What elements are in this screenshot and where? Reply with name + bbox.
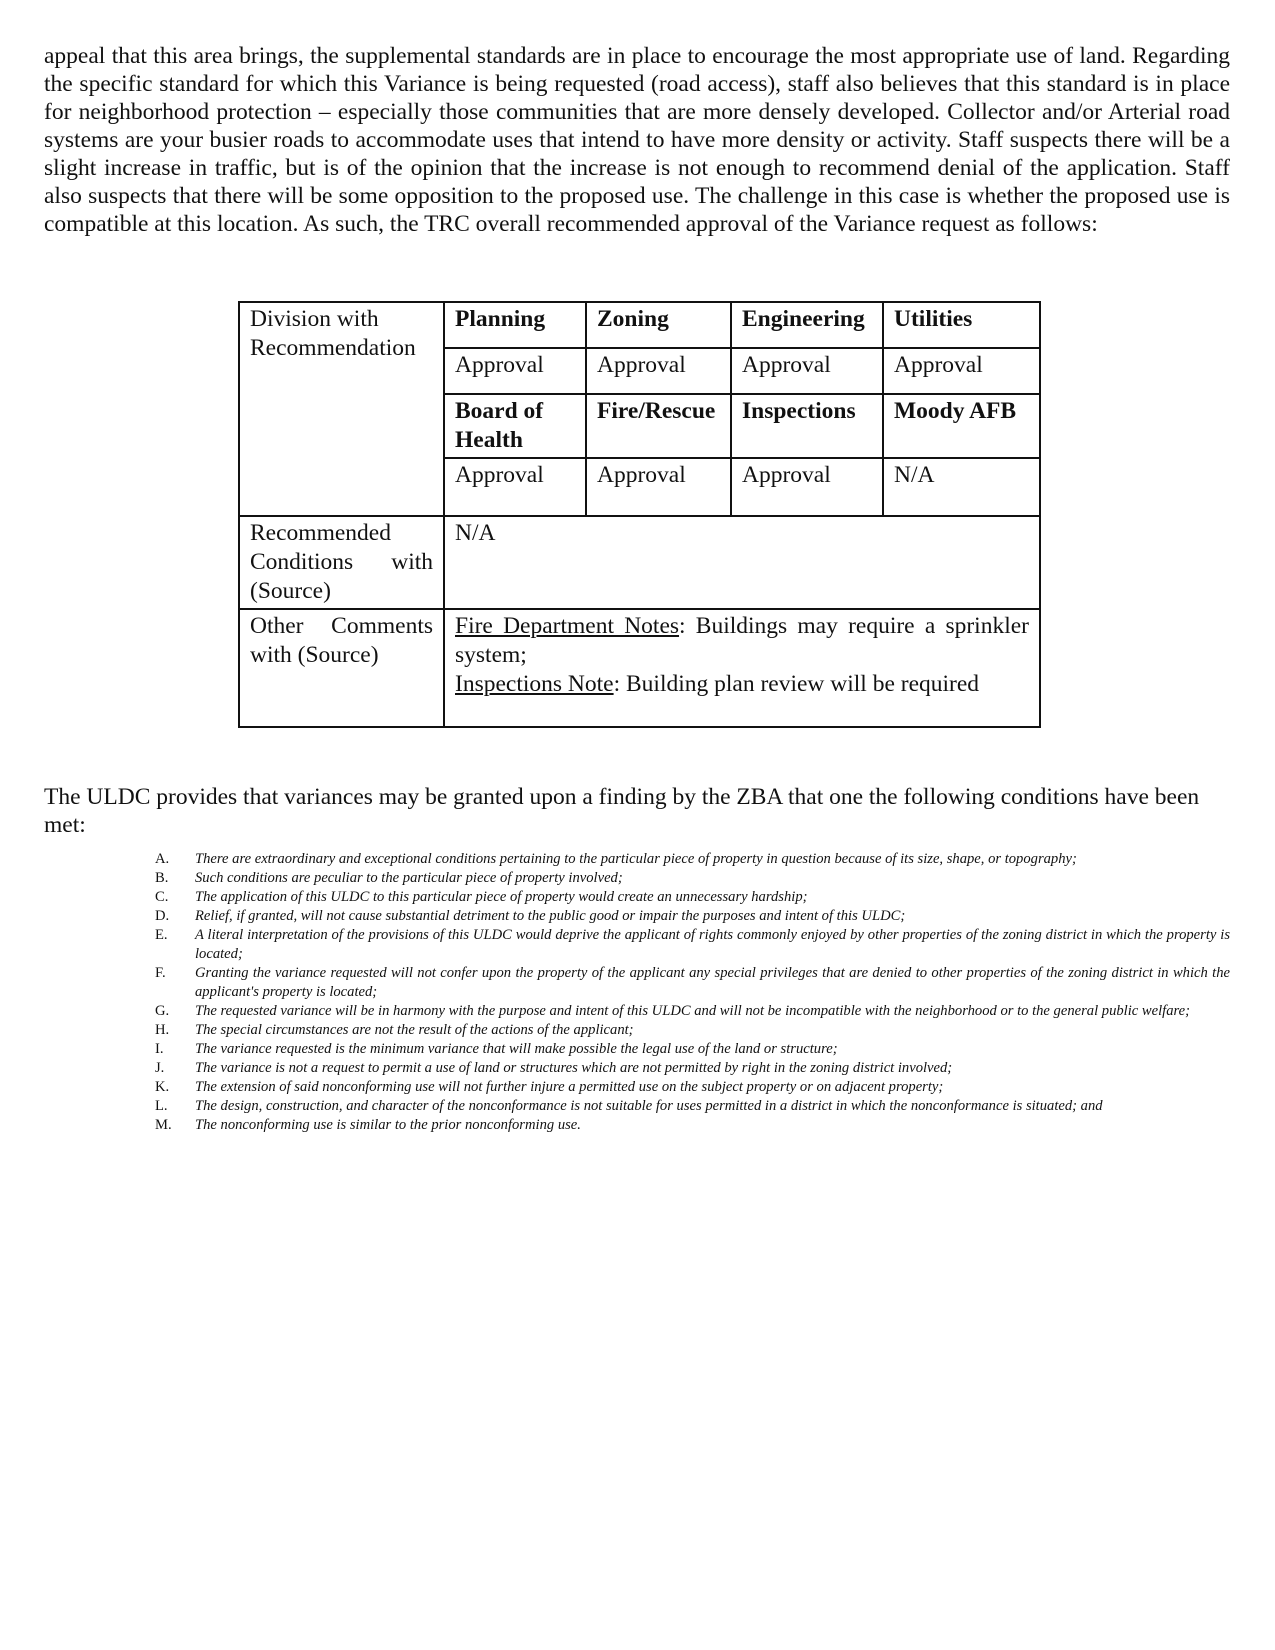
value-fire-rescue: Approval: [586, 458, 731, 516]
list-item-text: The design, construction, and character of the nonconformance is not suitable for uses permitted in a district in which the nonconformance is situated; and: [195, 1098, 1103, 1114]
inspections-note-label: Inspections Note: [455, 671, 614, 697]
list-marker: M.: [155, 1117, 172, 1133]
list-marker: K.: [155, 1079, 170, 1095]
list-item: [145, 1097, 1230, 1116]
recommendation-table: [238, 301, 1041, 728]
value-engineering: Approval: [731, 348, 883, 394]
list-item-text: The requested variance will be in harmony with the purpose and intent of this ULDC and will not be incompatible with the neighborhood or to the general public welfare;: [195, 1003, 1190, 1019]
list-marker: F.: [155, 965, 166, 981]
header-fire-rescue: Fire/Rescue: [586, 394, 731, 458]
fire-note-label: Fire Department Notes: [455, 613, 680, 639]
list-item-text: The variance requested is the minimum variance that will make possible the legal use of the land or structure;: [195, 1041, 838, 1057]
list-item-text: Granting the variance requested will not confer upon the property of the applicant any special privileges that are denied to other properties of the zoning district in which the applicant's property is located;: [195, 965, 1230, 1000]
list-item: [145, 1040, 1230, 1059]
list-item-text: The application of this ULDC to this particular piece of property would create an unnecessary hardship;: [195, 889, 808, 905]
list-item: [145, 869, 1230, 888]
list-item-text: Relief, if granted, will not cause substantial detriment to the public good or impair the purposes and intent of this ULDC;: [195, 908, 906, 924]
header-moody-afb: Moody AFB: [883, 394, 1040, 458]
list-item: [145, 850, 1230, 869]
list-marker: J.: [155, 1060, 165, 1076]
inspections-note-text: : Building plan review will be required: [613, 671, 980, 697]
uldc-paragraph: The ULDC provides that variances may be granted upon a finding by the ZBA that one the following conditions have been met:: [44, 784, 1200, 838]
header-planning: Planning: [444, 302, 586, 348]
fire-note-text: : Buildings may require a sprinkler system;: [455, 613, 1029, 668]
list-item-text: The special circumstances are not the result of the actions of the applicant;: [195, 1022, 634, 1038]
list-item-text: There are extraordinary and exceptional conditions pertaining to the particular piece of property in question because of its size, shape, or topography;: [195, 851, 1077, 867]
list-marker: E.: [155, 927, 168, 943]
value-inspections: Approval: [731, 458, 883, 516]
header-utilities: Utilities: [883, 302, 1040, 348]
list-item: [145, 1021, 1230, 1040]
list-item-text: A literal interpretation of the provisions of this ULDC would deprive the applicant of rights commonly enjoyed by other properties of the zoning district in which the property is located;: [195, 927, 1230, 962]
value-moody-afb: N/A: [883, 458, 1040, 516]
value-utilities: Approval: [883, 348, 1040, 394]
other-comments: [444, 609, 1040, 727]
list-item-text: Such conditions are peculiar to the particular piece of property involved;: [195, 870, 623, 886]
value-board-of-health: Approval: [444, 458, 586, 516]
list-item: [145, 964, 1230, 1002]
intro-paragraph: appeal that this area brings, the supplemental standards are in place to encourage the most appropriate use of land. Regarding the specific standard for which this Variance is being requested (road access), staff also believes that this standard is in place for neighborhood protection – especially those communities that are more densely developed. Collector and/or Arterial road systems are your busier roads to accommodate uses that intend to have more density or activity. Staff suspects there will be a slight increase in traffic, but is of the opinion that the increase is not enough to recommend denial of the application. Staff also suspects that there will be some opposition to the proposed use. The challenge in this case is whether the proposed use is compatible at this location. As such, the TRC overall recommended approval of the Variance request as follows:: [44, 43, 1230, 237]
list-item: [145, 1002, 1230, 1021]
value-planning: Approval: [444, 348, 586, 394]
list-item: [145, 1059, 1230, 1078]
list-marker: A.: [155, 851, 170, 867]
header-board-of-health: Board of Health: [444, 394, 586, 458]
value-zoning: Approval: [586, 348, 731, 394]
conditions-list: [145, 850, 1230, 1135]
comments-label: Other Comments with (Source): [239, 609, 444, 727]
list-marker: I.: [155, 1041, 164, 1057]
header-zoning: Zoning: [586, 302, 731, 348]
list-marker: B.: [155, 870, 169, 886]
list-marker: L.: [155, 1098, 168, 1114]
list-item: [145, 1078, 1230, 1097]
header-engineering: Engineering: [731, 302, 883, 348]
list-item: [145, 888, 1230, 907]
list-marker: G.: [155, 1003, 170, 1019]
conditions-label: Recommended Conditions with (Source): [239, 516, 444, 609]
list-item: [145, 1116, 1230, 1135]
list-item: [145, 907, 1230, 926]
list-marker: C.: [155, 889, 169, 905]
list-item-text: The variance is not a request to permit a use of land or structures which are not permitted by right in the zoning district involved;: [195, 1060, 953, 1076]
division-label: Division with Recommendation: [239, 302, 444, 516]
list-item: [145, 926, 1230, 964]
conditions-value: N/A: [444, 516, 1040, 609]
list-item-text: The nonconforming use is similar to the prior nonconforming use.: [195, 1117, 581, 1133]
list-item-text: The extension of said nonconforming use will not further injure a permitted use on the subject property or on adjacent property;: [195, 1079, 944, 1095]
list-marker: H.: [155, 1022, 170, 1038]
list-marker: D.: [155, 908, 170, 924]
header-inspections: Inspections: [731, 394, 883, 458]
